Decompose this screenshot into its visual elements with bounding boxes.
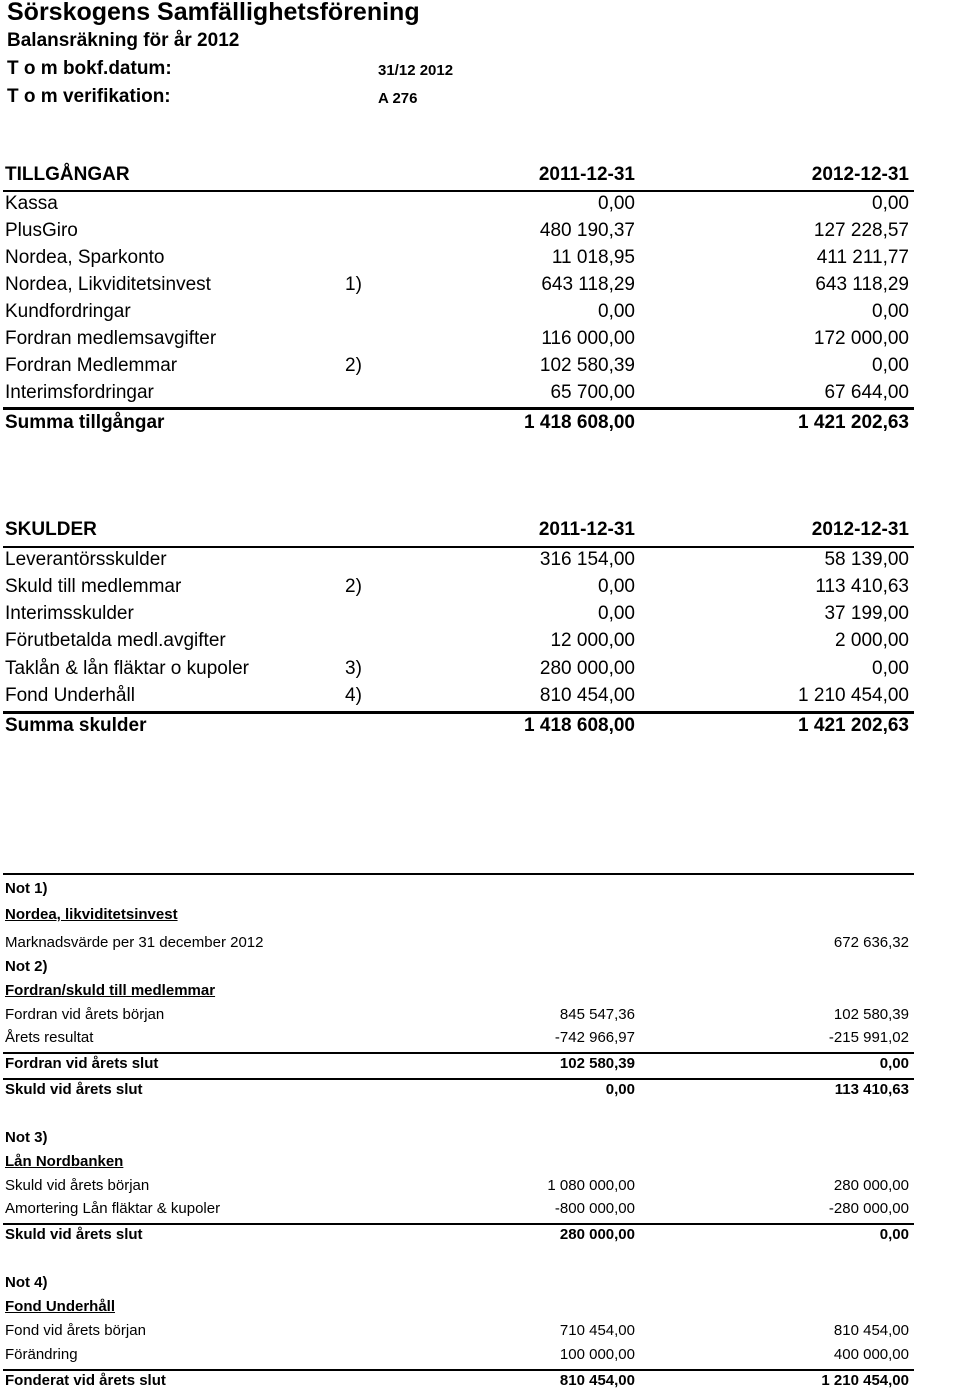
liability-label: Leverantörsskulder (5, 549, 167, 570)
divider (3, 1078, 914, 1080)
note3-subtitle: Lån Nordbanken (5, 1153, 124, 1170)
note-row-label: Fond vid årets början (5, 1322, 146, 1339)
asset-value-2012: 643 118,29 (815, 274, 909, 295)
note1-subtitle: Nordea, likviditetsinvest (5, 906, 178, 923)
note-row (0, 1346, 960, 1368)
liabilities-heading: SKULDER (5, 519, 97, 540)
asset-label: Fordran medlemsavgifter (5, 328, 217, 349)
asset-value-2011: 102 580,39 (539, 355, 635, 376)
note1-subtitle-row (0, 906, 960, 928)
note-row-value-2012: 280 000,00 (833, 1177, 909, 1194)
divider (3, 1052, 914, 1054)
liability-value-2012: 0,00 (872, 658, 909, 679)
asset-label: Nordea, Sparkonto (5, 247, 165, 268)
asset-value-2012: 172 000,00 (813, 328, 909, 349)
liability-row (0, 685, 960, 712)
note-total-label: Fonderat vid årets slut (5, 1372, 166, 1389)
asset-label: Nordea, Likviditetsinvest (5, 274, 211, 295)
note-row-label: Amortering Lån fläktar & kupoler (5, 1200, 221, 1217)
note-total-label: Fordran vid årets slut (5, 1055, 159, 1072)
liabilities-total-2012: 1 421 202,63 (798, 715, 909, 736)
liability-label: Förutbetalda medl.avgifter (5, 630, 226, 651)
liability-row (0, 630, 960, 657)
asset-value-2012: 67 644,00 (824, 382, 909, 403)
note-row-label: Årets resultat (5, 1029, 94, 1046)
divider (3, 1369, 914, 1371)
note-total-2012: 0,00 (879, 1226, 909, 1243)
bokf-date-label: T o m bokf.datum: (7, 58, 172, 79)
note-row-value-2012: 810 454,00 (833, 1322, 909, 1339)
note4-title-row (0, 1274, 960, 1296)
note2-title-row (0, 958, 960, 980)
note2-subtitle: Fordran/skuld till medlemmar (5, 982, 216, 999)
asset-label: Kundfordringar (5, 301, 131, 322)
divider (3, 190, 914, 192)
note-row (0, 1322, 960, 1344)
liabilities-total-2011: 1 418 608,00 (524, 715, 635, 736)
liability-row (0, 658, 960, 685)
verification-label: T o m verifikation: (7, 86, 171, 107)
liability-value-2012: 113 410,63 (815, 576, 909, 597)
note-row-value-2011: 1 080 000,00 (547, 1177, 635, 1194)
note-total-2011: 102 580,39 (559, 1055, 635, 1072)
liability-value-2011: 0,00 (598, 603, 635, 624)
note-total-row (0, 1372, 960, 1394)
asset-value-2011: 116 000,00 (541, 328, 635, 349)
assets-header-row (0, 164, 960, 191)
liability-value-2011: 12 000,00 (550, 630, 635, 651)
note-row (0, 934, 960, 956)
note-total-row (0, 1226, 960, 1248)
note2-subtitle-row (0, 982, 960, 1004)
asset-note-ref: 2) (345, 355, 362, 376)
note-total-2011: 0,00 (605, 1081, 635, 1098)
note4-subtitle-row (0, 1298, 960, 1320)
asset-row (0, 355, 960, 382)
asset-value-2012: 411 211,77 (816, 247, 909, 268)
asset-label: PlusGiro (5, 220, 78, 241)
liability-row (0, 576, 960, 603)
note-row (0, 1200, 960, 1222)
note-total-label: Skuld vid årets slut (5, 1226, 143, 1243)
asset-value-2011: 0,00 (598, 193, 635, 214)
liability-value-2012: 37 199,00 (824, 603, 909, 624)
liability-value-2011: 810 454,00 (539, 685, 635, 706)
liabilities-total-row (0, 715, 960, 742)
note1-title: Not 1) (5, 880, 48, 897)
notes-divider (3, 873, 914, 875)
note-row-value-2011: 845 547,36 (559, 1006, 635, 1023)
assets-col2-date: 2012-12-31 (811, 164, 909, 185)
organization-title: Sörskogens Samfällighetsförening (7, 0, 420, 26)
note3-title-row (0, 1129, 960, 1151)
liability-value-2011: 280 000,00 (539, 658, 635, 679)
note3-subtitle-row (0, 1153, 960, 1175)
note-total-2011: 280 000,00 (559, 1226, 635, 1243)
assets-total-2012: 1 421 202,63 (798, 412, 909, 433)
note-total-row (0, 1055, 960, 1077)
asset-value-2012: 0,00 (872, 193, 909, 214)
asset-value-2012: 0,00 (872, 355, 909, 376)
note-row (0, 1029, 960, 1051)
note-total-2012: 1 210 454,00 (821, 1372, 909, 1389)
report-subtitle: Balansräkning för år 2012 (7, 30, 240, 51)
note-total-2012: 0,00 (879, 1055, 909, 1072)
liability-label: Interimsskulder (5, 603, 134, 624)
divider (3, 546, 914, 548)
assets-heading: TILLGÅNGAR (5, 164, 130, 185)
note-total-2011: 810 454,00 (559, 1372, 635, 1389)
liabilities-total-label: Summa skulder (5, 715, 147, 736)
note-row (0, 1006, 960, 1028)
assets-total-label: Summa tillgångar (5, 412, 165, 433)
note-row-label: Förändring (5, 1346, 78, 1363)
liability-label: Skuld till medlemmar (5, 576, 182, 597)
verification-value: A 276 (378, 90, 418, 107)
liability-row (0, 549, 960, 576)
asset-label: Interimsfordringar (5, 382, 154, 403)
note-row-value-2012: -215 991,02 (828, 1029, 909, 1046)
asset-row (0, 301, 960, 328)
liability-label: Fond Underhåll (5, 685, 135, 706)
asset-value-2011: 0,00 (598, 301, 635, 322)
note-total-row (0, 1081, 960, 1103)
liability-value-2011: 0,00 (598, 576, 635, 597)
note-row-value-2011: 100 000,00 (559, 1346, 635, 1363)
asset-row (0, 274, 960, 301)
note-row-value-2011: -742 966,97 (554, 1029, 635, 1046)
liability-value-2011: 316 154,00 (539, 549, 635, 570)
asset-row (0, 220, 960, 247)
asset-row (0, 382, 960, 409)
note-row-value-2011: 710 454,00 (559, 1322, 635, 1339)
total-divider (3, 711, 914, 714)
liabilities-col1-date: 2011-12-31 (538, 519, 635, 540)
assets-col1-date: 2011-12-31 (538, 164, 635, 185)
note2-title: Not 2) (5, 958, 48, 975)
note-row-label: Skuld vid årets början (5, 1177, 150, 1194)
liability-value-2012: 58 139,00 (824, 549, 909, 570)
note-row-label: Fordran vid årets början (5, 1006, 165, 1023)
asset-value-2011: 480 190,37 (539, 220, 635, 241)
liabilities-col2-date: 2012-12-31 (811, 519, 909, 540)
assets-total-2011: 1 418 608,00 (524, 412, 635, 433)
bokf-date-value: 31/12 2012 (378, 62, 454, 79)
note-total-label: Skuld vid årets slut (5, 1081, 143, 1098)
asset-value-2012: 0,00 (872, 301, 909, 322)
liability-label: Taklån & lån fläktar o kupoler (5, 658, 249, 679)
liability-value-2012: 1 210 454,00 (798, 685, 909, 706)
asset-label: Fordran Medlemmar (5, 355, 178, 376)
note-row-value-2012: 400 000,00 (833, 1346, 909, 1363)
asset-value-2012: 127 228,57 (813, 220, 909, 241)
total-divider (3, 407, 914, 410)
asset-value-2011: 11 018,95 (551, 247, 635, 268)
asset-label: Kassa (5, 193, 58, 214)
asset-note-ref: 1) (345, 274, 362, 295)
asset-row (0, 328, 960, 355)
asset-row (0, 247, 960, 274)
liability-row (0, 603, 960, 630)
note3-title: Not 3) (5, 1129, 48, 1146)
note-row (0, 1177, 960, 1199)
liability-note-ref: 3) (345, 658, 362, 679)
asset-value-2011: 65 700,00 (550, 382, 635, 403)
liability-note-ref: 2) (345, 576, 362, 597)
divider (3, 1223, 914, 1225)
note-row-value-2012: -280 000,00 (828, 1200, 909, 1217)
note4-title: Not 4) (5, 1274, 48, 1291)
liability-note-ref: 4) (345, 685, 362, 706)
liabilities-header-row (0, 519, 960, 546)
assets-total-row (0, 412, 960, 439)
note-row-value-2012: 102 580,39 (833, 1006, 909, 1023)
note-total-2012: 113 410,63 (834, 1081, 909, 1098)
asset-row (0, 193, 960, 220)
asset-value-2011: 643 118,29 (541, 274, 635, 295)
note-row-value-2012: 672 636,32 (833, 934, 909, 951)
note-row-label: Marknadsvärde per 31 december 2012 (5, 934, 264, 951)
note-row-value-2011: -800 000,00 (554, 1200, 635, 1217)
liability-value-2012: 2 000,00 (835, 630, 909, 651)
note4-subtitle: Fond Underhåll (5, 1298, 115, 1315)
